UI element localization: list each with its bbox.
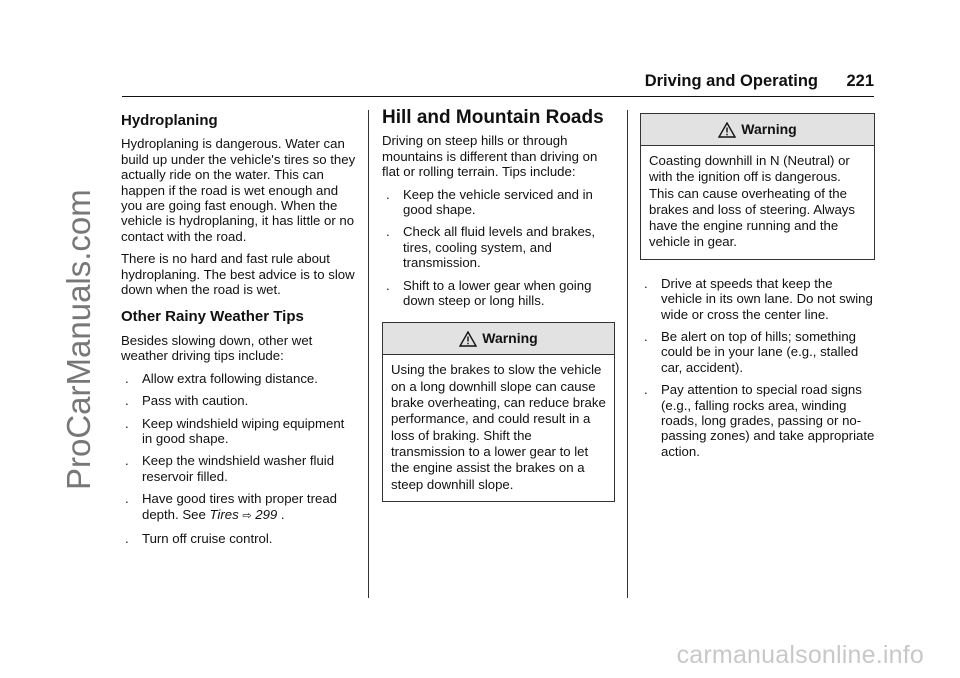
list-item-text: Drive at speeds that keep the vehicle in its own lane. Do not swing wide or cross the center line. bbox=[661, 275, 873, 322]
list-item-text: Shift to a lower gear when going down steep or long hills. bbox=[403, 277, 592, 309]
hydroplaning-paragraph-2: There is no hard and fast rule about hydroplaning. The best advice is to slow down when the road is wet. bbox=[121, 251, 355, 298]
list-item bbox=[121, 416, 357, 447]
rainy-tips-intro: Besides slowing down, other wet weather driving tips include: bbox=[121, 332, 313, 364]
bullet-marker: . bbox=[644, 382, 648, 398]
list-item bbox=[121, 371, 357, 386]
bullet-marker: . bbox=[125, 393, 129, 409]
list-item-text: Check all fluid levels and brakes, tires, cooling system, and transmission. bbox=[403, 224, 596, 271]
bullet-marker: . bbox=[386, 277, 390, 293]
warning-box bbox=[640, 113, 875, 260]
list-item-text: Pass with caution. bbox=[142, 393, 249, 409]
page-number: 221 bbox=[846, 72, 874, 90]
hydroplaning-heading: Hydroplaning bbox=[121, 112, 218, 129]
list-item bbox=[121, 393, 357, 408]
list-item-suffix: . bbox=[277, 506, 285, 522]
warning-label: Warning bbox=[741, 120, 797, 137]
column-divider bbox=[627, 110, 628, 598]
list-item-text: Allow extra following distance. bbox=[142, 370, 318, 386]
list-item-text: Be alert on top of hills; something could be in your lane (e.g., stalled car, accident). bbox=[661, 329, 859, 375]
list-item bbox=[640, 276, 875, 322]
warning-text: Coasting downhill in N (Neutral) or with the ignition off is dangerous. This can cause overheating of the brakes and loss of steering. Always have the engine running and the vehicle in gear. bbox=[649, 153, 855, 250]
rainy-tips-heading: Other Rainy Weather Tips bbox=[121, 308, 304, 326]
bullet-marker: . bbox=[125, 370, 129, 386]
warning-label: Warning bbox=[482, 330, 538, 347]
list-item bbox=[382, 278, 615, 309]
list-item-text: Turn off cruise control. bbox=[142, 530, 273, 546]
tires-link-title: Tires bbox=[209, 506, 239, 522]
bullet-marker: . bbox=[644, 329, 648, 344]
hydroplaning-paragraph-1: Hydroplaning is dangerous. Water can build up under the vehicle's tires so they actually ride on the water. This can happen if the road is wet enough and you are going fast enough. When the vehicle is hydroplaning, it has little or no contact with the road. bbox=[121, 136, 356, 244]
tires-link-page: 299 bbox=[255, 506, 278, 522]
warning-header bbox=[641, 114, 874, 146]
list-item bbox=[382, 224, 615, 270]
list-item-text: Pay attention to special road signs (e.g., falling rocks area, winding roads, long grades, passing or no-passing zones) and take appropriate action. bbox=[661, 382, 875, 459]
column-left bbox=[121, 110, 357, 553]
column-divider bbox=[368, 110, 369, 598]
hill-roads-heading: Hill and Mountain Roads bbox=[382, 107, 604, 128]
list-item bbox=[121, 453, 357, 484]
bullet-marker: . bbox=[125, 415, 129, 431]
list-item-text: Keep the windshield washer fluid reservoir filled. bbox=[142, 453, 335, 484]
bullet-marker: . bbox=[386, 186, 390, 202]
list-item bbox=[640, 329, 875, 375]
list-item bbox=[121, 491, 357, 524]
bullet-marker: . bbox=[386, 224, 390, 240]
bullet-marker: . bbox=[125, 453, 129, 469]
tires-link[interactable] bbox=[209, 507, 277, 522]
list-item-text: Keep the vehicle serviced and in good shape. bbox=[403, 186, 593, 218]
hill-roads-list bbox=[382, 187, 615, 309]
bullet-marker: . bbox=[125, 491, 129, 507]
hill-roads-intro: Driving on steep hills or through mountains is different than driving on flat or rolling terrain. Tips include: bbox=[382, 133, 598, 180]
list-item bbox=[382, 187, 615, 218]
page-header bbox=[122, 70, 874, 97]
warning-header bbox=[383, 323, 614, 355]
warning-triangle-icon bbox=[718, 122, 736, 138]
hill-roads-list-continued bbox=[640, 276, 875, 459]
bullet-marker: . bbox=[644, 275, 648, 291]
warning-triangle-icon bbox=[459, 331, 477, 347]
bullet-marker: . bbox=[125, 530, 129, 546]
bottom-watermark: carmanualsonline.info bbox=[676, 641, 924, 669]
list-item-text: Keep windshield wiping equipment in good shape. bbox=[142, 415, 345, 446]
column-right bbox=[640, 110, 875, 466]
section-title: Driving and Operating bbox=[644, 72, 818, 90]
list-item-text: Have good tires with proper tread depth. See bbox=[142, 491, 337, 522]
list-item bbox=[121, 531, 357, 546]
warning-text: Using the brakes to slow the vehicle on a long downhill slope can cause brake overheating, can reduce brake performance, and could result in a loss of braking. Shift the transmission to a lower gear to let the engine assist the brakes on a steep downhill slope. bbox=[391, 362, 606, 492]
rainy-tips-list bbox=[121, 371, 357, 547]
side-watermark: ProCarManuals.com bbox=[60, 189, 97, 490]
warning-box bbox=[382, 322, 615, 501]
column-middle bbox=[382, 107, 615, 510]
list-item bbox=[640, 382, 875, 459]
page-ref-arrow-icon: ⇨ bbox=[242, 509, 252, 522]
